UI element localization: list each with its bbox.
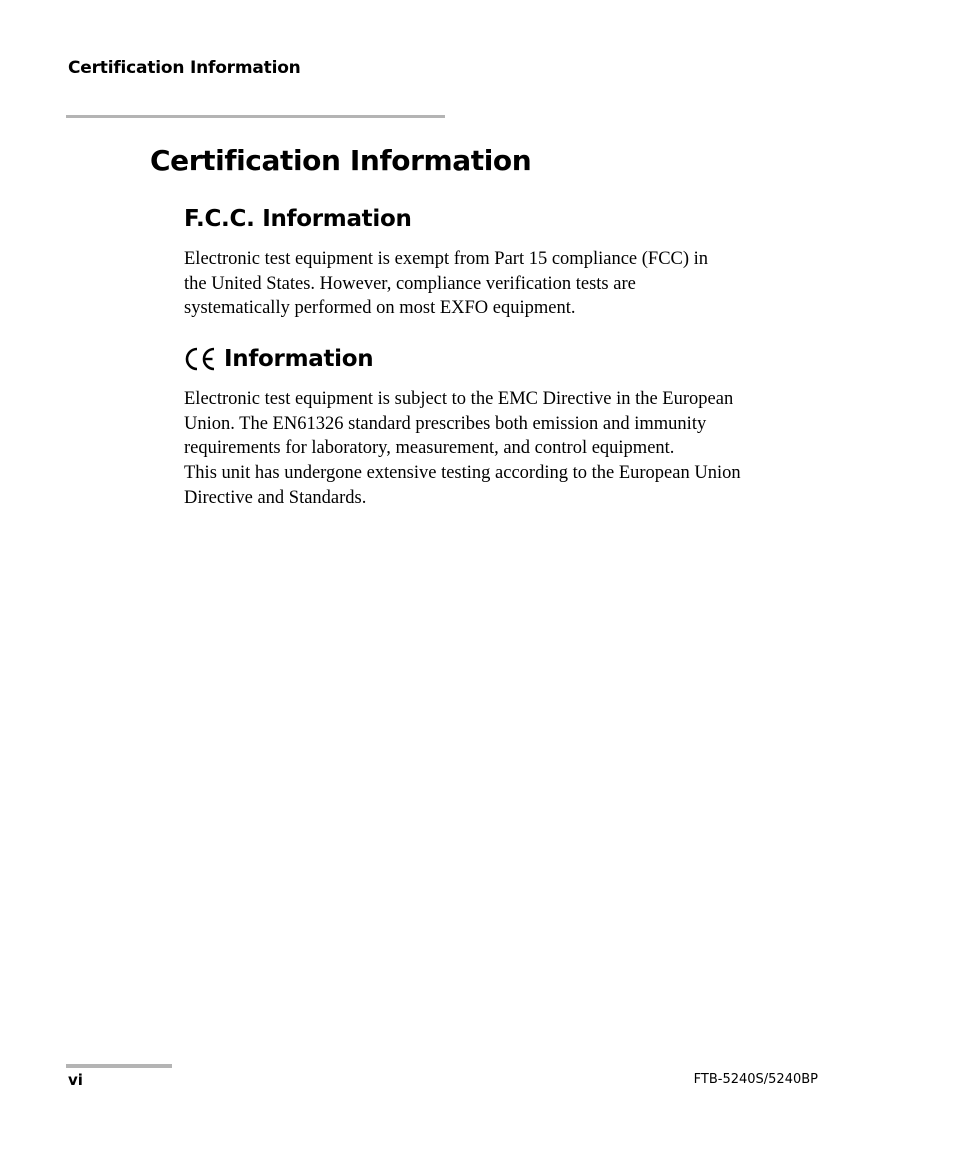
fcc-line: systematically performed on most EXFO equipment.: [184, 298, 576, 319]
ce-heading-text: Information: [224, 346, 374, 372]
page-title: Certification Information: [150, 144, 532, 177]
page-number: vi: [68, 1071, 83, 1089]
ce-line: Electronic test equipment is subject to the EMC Directive in the European: [184, 389, 734, 409]
ce-line: Directive and Standards.: [184, 487, 367, 508]
ce-line: This unit has undergone extensive testing according to the European Union: [184, 463, 741, 484]
ce-mark-icon: [184, 346, 218, 372]
fcc-line: Electronic test equipment is exempt from Part 15 compliance (FCC) in: [184, 249, 709, 269]
ce-line: Union. The EN61326 standard prescribes both emission and immunity: [184, 413, 707, 434]
fcc-paragraph: [184, 247, 834, 321]
fcc-section-heading: F.C.C. Information: [184, 206, 412, 232]
header-divider: [66, 115, 445, 118]
running-header-title: Certification Information: [68, 58, 301, 78]
fcc-line: the United States. However, compliance verification tests are: [184, 273, 636, 294]
ce-section-heading: [184, 344, 373, 374]
footer-product-name: FTB-5240S/5240BP: [693, 1072, 818, 1087]
ce-paragraph: [184, 387, 834, 511]
ce-line: requirements for laboratory, measurement, and control equipment.: [184, 438, 675, 459]
footer-divider: [66, 1064, 172, 1068]
